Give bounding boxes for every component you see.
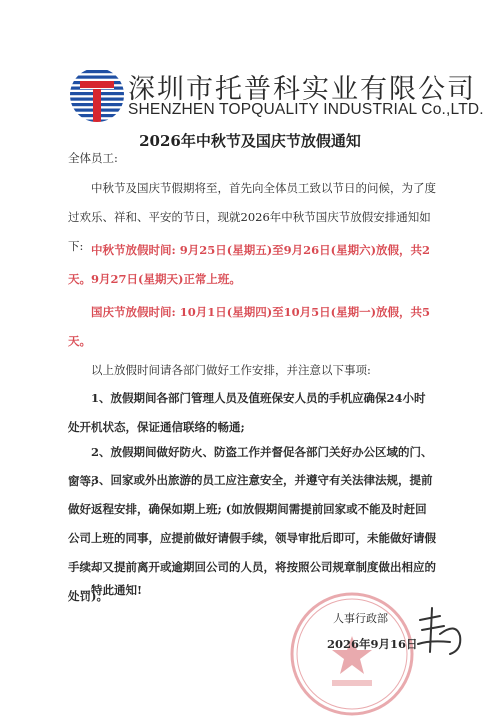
opening-paragraph: 中秋节及国庆节假期将至，首先向全体员工致以节日的问候，为了度过欢乐、祥和、平安的节日，现就2026年中秋节国庆节放假安排通知如下: xyxy=(68,181,436,253)
midautumn-holiday-schedule: 中秋节放假时间: 9月25日(星期五)至9月26日(星期六)放假，共2天。9月27日(星期天)正常上班。 xyxy=(68,243,431,286)
national-day-holiday-schedule: 国庆节放假时间: 10月1日(星期四)至10月5日(星期一)放假，共5天。 xyxy=(68,305,431,348)
notes-intro: 以上放假时间请各部门做好工作安排，并注意以下事项: xyxy=(91,363,371,377)
closing-notice: 特此通知! xyxy=(91,583,143,597)
company-name-cn: 深圳市托普科实业有限公司 xyxy=(128,74,476,105)
notice-title: 2026年中秋节及国庆节放假通知 xyxy=(139,132,361,150)
salutation: 全体员工: xyxy=(68,151,118,165)
note-item-1: 1、放假期间各部门管理人员及值班保安人员的手机应确保24小时处开机状态，保证通信联络的畅通; xyxy=(68,391,426,434)
issuing-department: 人事行政部 xyxy=(333,612,388,625)
note-item-3: 3、回家或外出旅游的员工应注意安全，并遵守有关法律法规，提前做好返程安排，确保如期上班; (如放假期间需提前回家或不能及时赶回公司上班的同事，应提前做好请假手续，领导审批后即可，未能做好请假手续却又提前离开或逾期回公司的人员，将按照公司规章制度做出相应的处罚)。 xyxy=(68,473,436,603)
handwritten-signature xyxy=(410,600,470,660)
company-seal-stamp xyxy=(286,588,418,720)
note-item-2: 2、放假期间做好防火、防盗工作并督促各部门关好办公区域的门、窗等; xyxy=(68,445,433,488)
topquality-logo-icon xyxy=(68,66,126,124)
company-name-en: SHENZHEN TOPQUALITY INDUSTRIAL Co.,LTD. xyxy=(128,101,484,118)
issue-date: 2026年9月16日 xyxy=(327,637,418,651)
